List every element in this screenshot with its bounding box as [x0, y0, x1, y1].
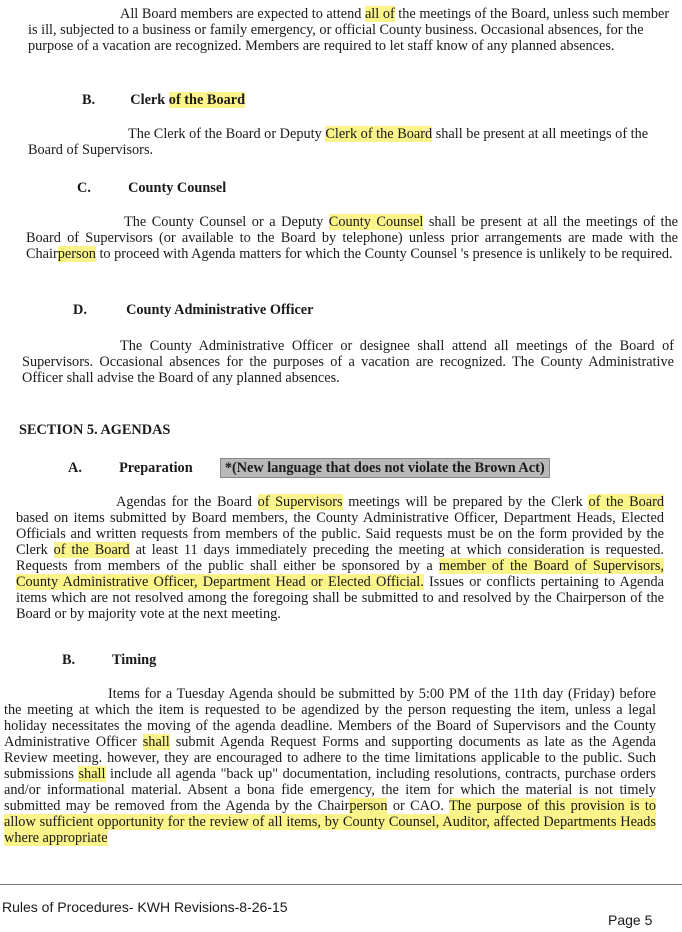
highlight: of the Board: [168, 92, 246, 108]
heading-clerk: B. Clerk of the Board: [82, 92, 246, 108]
highlight: shall: [142, 734, 170, 750]
highlight: of the Board: [53, 542, 130, 558]
footer-rule: [0, 884, 682, 885]
section-title: SECTION 5. AGENDAS: [19, 422, 171, 438]
page-number: Page 5: [608, 912, 653, 928]
brown-act-note: *(New language that does not violate the Brown Act): [220, 458, 550, 478]
heading-county-counsel: C. County Counsel: [77, 180, 227, 196]
timing-paragraph: Items for a Tuesday Agenda should be submitted by 5:00 PM of the 11th day (Friday) before the meeting at which the item is requested to be agendized by the person requesting the item, unless a legal holiday necessitates the moving of the agenda deadline. Members of the Board of Supervisors and the County Administrative Officer shall submit Agenda Request Forms and supporting documents as late as the Agenda Review meeting. however, they are encouraged to adhere to the time limitations applicable to the public. Such submissions shall include all agenda "back up" documentation, including resolutions, contracts, purchase orders and/or informational material. Absent a bona fide emergency, the item for which the material is not timely submitted may be removed from the Agenda by the Chairperson or CAO. The purpose of this provision is to allow sufficient opportunity for the review of all items, by County Counsel, Auditor, affected Departments Heads where appropriate: [4, 686, 657, 846]
attendance-paragraph: All Board members are expected to attend all of the meetings of the Board, unless such member is ill, subjected to a business or family emergency, or official County business. Occasional absences, for the purpose of a vacation are recognized. Members are required to let staff know of any planned absences.: [28, 6, 670, 54]
highlight: all of: [364, 6, 395, 22]
highlight: of Supervisors: [257, 494, 343, 510]
highlight: The purpose of this provision is to allow sufficient opportunity for the review of all items, by County Counsel, Auditor, affected Departments Heads where appropriate: [4, 798, 657, 846]
highlight: person: [57, 246, 96, 262]
highlight: of the Board: [588, 494, 665, 510]
cao-paragraph: The County Administrative Officer or designee shall attend all meetings of the Board of Supervisors. Occasional absences for the purposes of a vacation are recognized. The County Administrative Officer shall advise the Board of any planned absences.: [22, 338, 674, 386]
highlight: shall: [78, 766, 106, 782]
highlight: member of the Board of Supervisors, County Administrative Officer, Department Head or Elected Official.: [16, 558, 664, 590]
heading-preparation: A. Preparation *(New language that does not violate the Brown Act): [68, 460, 550, 477]
footer-left: Rules of Procedures- KWH Revisions-8-26-15: [2, 899, 288, 915]
highlight: person: [349, 798, 388, 814]
heading-timing: B. Timing: [62, 652, 157, 668]
preparation-paragraph: Agendas for the Board of Supervisors meetings will be prepared by the Clerk of the Board based on items submitted by Board members, the County Administrative Officer, Department Heads, Elected Officials and written requests from members of the public. Said requests must be on the form provided by the Clerk of the Board at least 11 days immediately preceding the meeting at which consideration is requested. Requests from members of the public shall either be sponsored by a member of the Board of Supervisors, County Administrative Officer, Department Head or Elected Official. Issues or conflicts pertaining to Agenda items which are not resolved among the foregoing shall be submitted to and resolved by the Chairperson of the Board or by majority vote at the next meeting.: [16, 494, 665, 622]
clerk-paragraph: The Clerk of the Board or Deputy Clerk of the Board shall be present at all meetings of the Board of Supervisors.: [28, 126, 649, 158]
county-counsel-paragraph: The County Counsel or a Deputy County Counsel shall be present at all the meetings of the Board of Supervisors (or available to the Board by telephone) unless prior arrangements are made with the Chairperson to proceed with Agenda matters for which the County Counsel 's presence is unlikely to be required.: [26, 214, 679, 262]
highlight: County Counsel: [328, 214, 424, 230]
highlight: Clerk of the Board: [325, 126, 433, 142]
heading-cao: D. County Administrative Officer: [73, 302, 314, 318]
